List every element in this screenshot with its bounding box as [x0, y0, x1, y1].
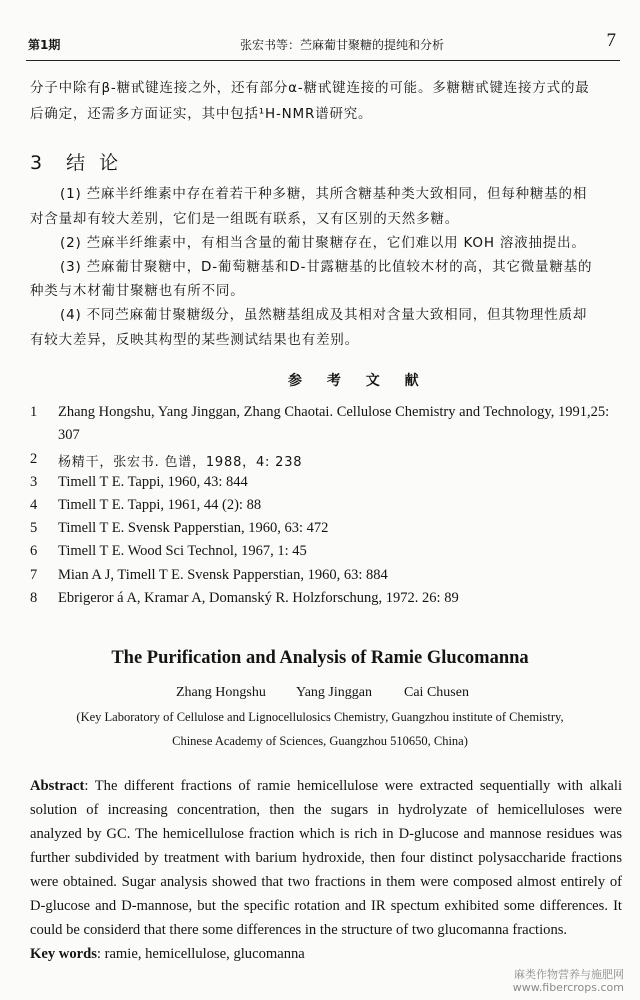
reference-text: Timell T E. Tappi, 1961, 44 (2): 88: [58, 497, 262, 513]
reference-number: 1: [30, 404, 38, 420]
conclusion-line: 对含量却有较大差别，它们是一组既有联系，又有区别的天然多糖。: [30, 211, 459, 227]
abstract-text: : The different fractions of ramie hemicellulose were extracted sequentially with alkali: [84, 778, 622, 794]
reference-number: 4: [30, 497, 38, 513]
abstract-label: Abstract: [30, 778, 85, 794]
abstract-line: D-glucose and D-mannose, but the specific rotation and IR spectum exhibited some differences. It: [30, 898, 622, 914]
conclusion-line: (1) 苎麻半纤维素中存在着若干种多糖，其所含糖基种类大致相同，但每种糖基的相: [60, 186, 588, 202]
header-rule: [26, 60, 620, 61]
reference-number: 6: [30, 543, 38, 559]
abstract-line: further subdivided by treatment with barium hydroxide, then four distinct polysaccharide fractions: [30, 850, 622, 866]
reference-text: Mian A J, Timell T E. Svensk Papperstian, 1960, 63: 884: [58, 567, 388, 583]
reference-text: Timell T E. Wood Sci Technol, 1967, 1: 45: [58, 543, 307, 559]
keywords-text: : ramie, hemicellulose, glucomanna: [96, 946, 305, 962]
abstract-line: [30, 778, 622, 795]
author: Cai Chusen: [404, 685, 469, 700]
conclusion-line: (3) 苎麻葡甘聚糖中，D-葡萄糖基和D-甘露糖基的比值较木材的高，其它微量糖基的: [60, 259, 593, 275]
reference-number: 7: [30, 567, 38, 583]
abstract-line: could be considerd that there some differences in the structure of two glucomanna fractions.: [30, 922, 568, 938]
running-title: 张宏书等：苎麻葡甘聚糖的提纯和分析: [240, 38, 445, 52]
intro-line-1: 分子中除有β-糖甙键连接之外，还有部分α-糖甙键连接的可能。多糖糖甙键连接方式的最: [30, 80, 590, 96]
reference-text: Ebrigeror á A, Kramar A, Domanský R. Holzforschung, 1972. 26: 89: [58, 590, 459, 606]
running-header: [28, 30, 622, 52]
reference-number: 8: [30, 590, 38, 606]
reference-number: 5: [30, 520, 38, 536]
reference-number: 2: [30, 451, 38, 467]
reference-text: 杨精干，张宏书. 色谱，1988，4: 238: [58, 455, 303, 470]
reference-text: Timell T E. Svensk Papperstian, 1960, 63: 472: [58, 520, 329, 536]
keywords-line: [30, 946, 305, 963]
conclusion-line: 有较大差异，反映其构型的某些测试结果也有差别。: [30, 332, 359, 348]
reference-text: Timell T E. Tappi, 1960, 43: 844: [58, 474, 248, 490]
english-title: The Purification and Analysis of Ramie Glucomanna: [111, 648, 529, 668]
affiliation-line: (Key Laboratory of Cellulose and Lignocellulosics Chemistry, Guangzhou institute of Chemistry,: [76, 710, 564, 724]
abstract-line: solution of increasing concentration, then the sugars in hydrolyzate of hemicelluloses were: [30, 802, 622, 818]
section-title: 结 论: [66, 152, 123, 174]
section-heading: [30, 148, 122, 175]
abstract-line: were obtained. Sugar analysis showed that two fractions in them were composed almost entirely of: [30, 874, 622, 890]
conclusion-line: (2) 苎麻半纤维素中，有相当含量的葡甘聚糖存在，它们难以用 KOH 溶液抽提出。: [60, 235, 586, 251]
conclusion-line: (4) 不同苎麻葡甘聚糖级分，虽然糖基组成及其相对含量大致相同，但其物理性质却: [60, 307, 588, 323]
section-number: 3: [30, 152, 47, 174]
abstract-line: analyzed by GC. The hemicellulose fraction which is rich in D-glucose and mannose residues was: [30, 826, 622, 842]
watermark-line: www.fibercrops.com: [512, 981, 624, 994]
keywords-label: Key words: [30, 946, 97, 962]
issue-label: 第1期: [28, 38, 61, 52]
intro-line-2: 后确定，还需多方面证实，其中包括¹H-NMR谱研究。: [30, 106, 373, 122]
references-heading: 参 考 文 献: [288, 373, 429, 389]
conclusion-line: 种类与木材葡甘聚糖也有所不同。: [30, 283, 245, 299]
reference-text: Zhang Hongshu, Yang Jinggan, Zhang Chaotai. Cellulose Chemistry and Technology, 1991,25:: [58, 404, 610, 420]
author: Zhang Hongshu: [176, 685, 266, 700]
reference-text: 307: [58, 427, 80, 443]
site-watermark: [513, 968, 624, 994]
page-number: 7: [606, 30, 616, 51]
author: Yang Jinggan: [296, 685, 372, 700]
watermark-line: 麻类作物营养与施肥网: [514, 968, 624, 981]
reference-number: 3: [30, 474, 38, 490]
affiliation-line: Chinese Academy of Sciences, Guangzhou 510650, China): [172, 734, 468, 748]
